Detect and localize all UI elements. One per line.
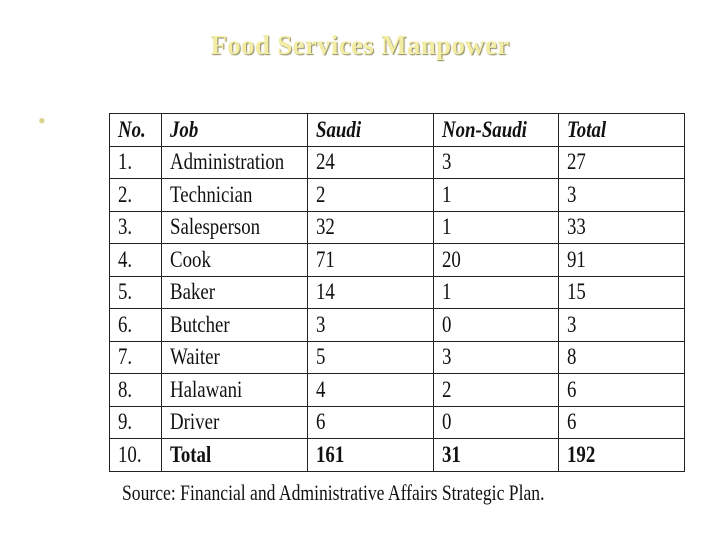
- cell-no: 9.: [110, 406, 162, 439]
- cell-non-saudi: 3: [434, 341, 559, 374]
- header-job: Job: [162, 114, 308, 147]
- source-caption: Source: Financial and Administrative Affairs Strategic Plan.: [122, 480, 545, 505]
- table-row: [110, 374, 685, 407]
- cell-non-saudi: 1: [434, 211, 559, 244]
- table-header-row: [110, 114, 685, 147]
- cell-non-saudi: 2: [434, 374, 559, 407]
- cell-no: 1.: [110, 146, 162, 179]
- bullet-marker: •: [38, 108, 46, 133]
- cell-saudi-total: 161: [308, 439, 434, 472]
- cell-non-saudi: 0: [434, 406, 559, 439]
- cell-saudi: 71: [308, 244, 434, 277]
- cell-saudi: 3: [308, 309, 434, 342]
- cell-job: Administration: [162, 146, 308, 179]
- cell-saudi: 24: [308, 146, 434, 179]
- header-total: Total: [559, 114, 685, 147]
- table-row: [110, 406, 685, 439]
- table-row: [110, 211, 685, 244]
- header-saudi: Saudi: [308, 114, 434, 147]
- table-row: [110, 179, 685, 212]
- cell-saudi: 32: [308, 211, 434, 244]
- table-row: [110, 244, 685, 277]
- cell-total: 27: [559, 146, 685, 179]
- cell-non-saudi: 1: [434, 276, 559, 309]
- cell-total: 33: [559, 211, 685, 244]
- header-no: No.: [110, 114, 162, 147]
- cell-job: Waiter: [162, 341, 308, 374]
- cell-total: 91: [559, 244, 685, 277]
- cell-job: Technician: [162, 179, 308, 212]
- cell-grand-total: 192: [559, 439, 685, 472]
- cell-no: 3.: [110, 211, 162, 244]
- cell-saudi: 14: [308, 276, 434, 309]
- slide-title: Food Services Manpower: [210, 30, 510, 60]
- cell-job-total: Total: [162, 439, 308, 472]
- cell-non-saudi: 1: [434, 179, 559, 212]
- cell-no: 10.: [110, 439, 162, 472]
- cell-job: Halawani: [162, 374, 308, 407]
- cell-saudi: 6: [308, 406, 434, 439]
- cell-saudi: 2: [308, 179, 434, 212]
- cell-job: Cook: [162, 244, 308, 277]
- manpower-table: [109, 113, 685, 472]
- header-non-saudi: Non-Saudi: [434, 114, 559, 147]
- cell-total: 3: [559, 179, 685, 212]
- cell-no: 7.: [110, 341, 162, 374]
- cell-total: 15: [559, 276, 685, 309]
- cell-total: 3: [559, 309, 685, 342]
- table-body: [110, 146, 685, 471]
- cell-non-saudi: 0: [434, 309, 559, 342]
- cell-job: Salesperson: [162, 211, 308, 244]
- cell-no: 5.: [110, 276, 162, 309]
- cell-no: 2.: [110, 179, 162, 212]
- table-row: [110, 341, 685, 374]
- cell-no: 6.: [110, 309, 162, 342]
- table-total-row: [110, 439, 685, 472]
- cell-no: 4.: [110, 244, 162, 277]
- cell-saudi: 5: [308, 341, 434, 374]
- manpower-table-container: [109, 113, 684, 472]
- cell-no: 8.: [110, 374, 162, 407]
- cell-non-saudi: 3: [434, 146, 559, 179]
- cell-non-saudi-total: 31: [434, 439, 559, 472]
- table-row: [110, 276, 685, 309]
- cell-total: 8: [559, 341, 685, 374]
- cell-job: Butcher: [162, 309, 308, 342]
- cell-saudi: 4: [308, 374, 434, 407]
- cell-job: Baker: [162, 276, 308, 309]
- table-row: [110, 146, 685, 179]
- table-row: [110, 309, 685, 342]
- cell-non-saudi: 20: [434, 244, 559, 277]
- cell-job: Driver: [162, 406, 308, 439]
- cell-total: 6: [559, 374, 685, 407]
- cell-total: 6: [559, 406, 685, 439]
